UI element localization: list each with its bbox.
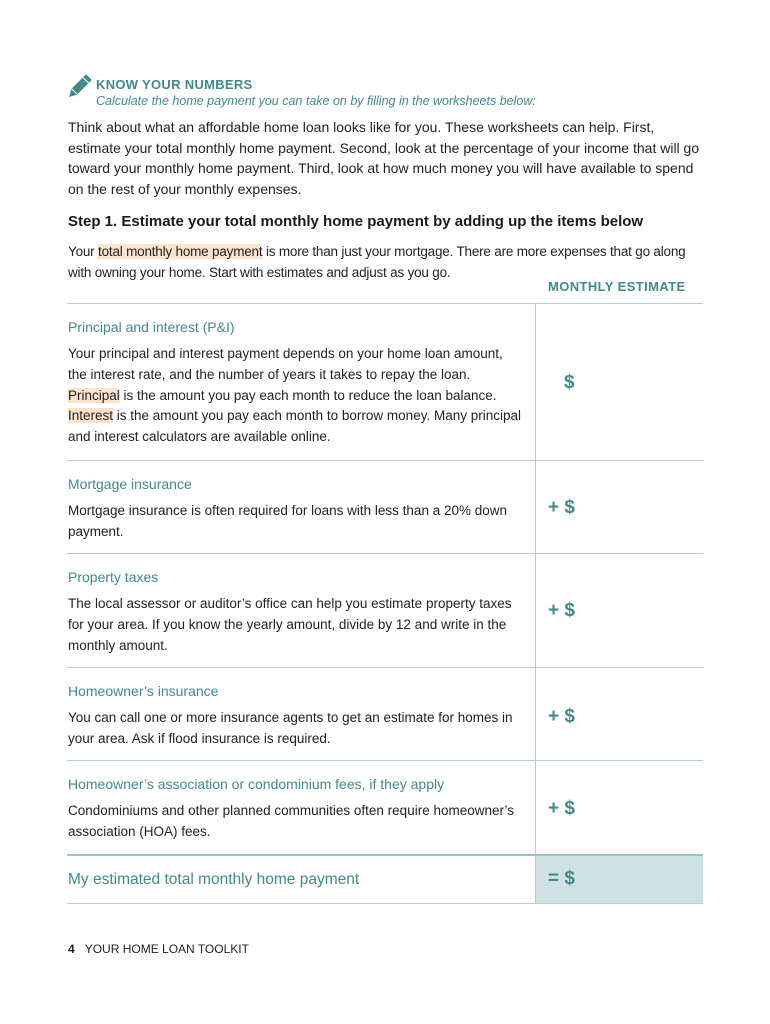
estimate-cell[interactable] xyxy=(535,761,703,854)
payment-worksheet-table xyxy=(67,303,703,904)
estimate-cell[interactable] xyxy=(535,554,703,667)
row-principal-interest xyxy=(67,303,703,460)
dollar-sign: $ xyxy=(564,372,575,393)
step-title: Step 1. Estimate your total monthly home payment by adding up the items below xyxy=(68,213,644,230)
row-title: Homeowner’s insurance xyxy=(68,683,219,699)
row-homeowners-insurance xyxy=(67,667,703,760)
footer-title: YOUR HOME LOAN TOOLKIT xyxy=(84,942,249,956)
page-footer xyxy=(68,942,249,956)
row-total xyxy=(67,854,703,904)
total-estimate-cell[interactable] xyxy=(535,856,703,903)
know-your-numbers-header xyxy=(66,74,706,114)
estimate-cell[interactable] xyxy=(535,668,703,760)
row-description: Condominiums and other planned communities often require homeowner’s association (HOA) fees. xyxy=(68,803,515,839)
plus-dollar-sign: + $ xyxy=(548,706,575,727)
pencil-icon xyxy=(66,74,92,100)
row-description: Your principal and interest payment depends on your home loan amount, the interest rate, and the number of years it takes to repay the loan. Principal is the amount you pay each month to reduce the loan balance. Interest is the amount you pay each month to borrow money. Many principal and interest calculators are available online. xyxy=(68,346,521,445)
term-interest: Interest xyxy=(68,408,114,424)
row-title: Principal and interest (P&I) xyxy=(68,319,235,335)
row-description: The local assessor or auditor’s office can help you estimate property taxes for your area. If you know the yearly amount, divide by 12 and write in the monthly amount. xyxy=(68,596,512,653)
equals-dollar-sign: = $ xyxy=(548,868,575,889)
row-title: Mortgage insurance xyxy=(68,476,192,492)
estimate-cell[interactable] xyxy=(535,461,703,553)
page-number: 4 xyxy=(68,942,75,956)
row-hoa-fees xyxy=(67,760,703,854)
section-subtitle: Calculate the home payment you can take on by filling in the worksheets below: xyxy=(96,94,536,108)
row-mortgage-insurance xyxy=(67,460,703,553)
row-title: Homeowner’s association or condominium fees, if they apply xyxy=(68,776,445,792)
plus-dollar-sign: + $ xyxy=(548,497,575,518)
total-label: My estimated total monthly home payment xyxy=(68,871,360,888)
intro-paragraph: Think about what an affordable home loan looks like for you. These worksheets can help. First, estimate your total monthly home payment. Second, look at the percentage of your income that will go toward your monthly home payment. Third, look at how much money you will have available to spend on the rest of your monthly expenses. xyxy=(68,119,700,197)
estimate-cell[interactable] xyxy=(535,304,703,460)
row-description: Mortgage insurance is often required for loans with less than a 20% down payment. xyxy=(68,503,508,539)
highlighted-term: total monthly home payment xyxy=(98,244,263,259)
row-property-taxes xyxy=(67,553,703,667)
step-description: Your total monthly home payment is more than just your mortgage. There are more expenses that go along with owning your home. Start with estimates and adjust as you go. xyxy=(68,244,686,280)
monthly-estimate-header: MONTHLY ESTIMATE xyxy=(548,279,686,294)
plus-dollar-sign: + $ xyxy=(548,600,575,621)
row-title: Property taxes xyxy=(68,569,159,585)
plus-dollar-sign: + $ xyxy=(548,798,575,819)
term-principal: Principal xyxy=(68,387,120,403)
section-title: KNOW YOUR NUMBERS xyxy=(96,77,253,92)
row-description: You can call one or more insurance agents to get an estimate for homes in your area. Ask if flood insurance is required. xyxy=(68,710,513,746)
